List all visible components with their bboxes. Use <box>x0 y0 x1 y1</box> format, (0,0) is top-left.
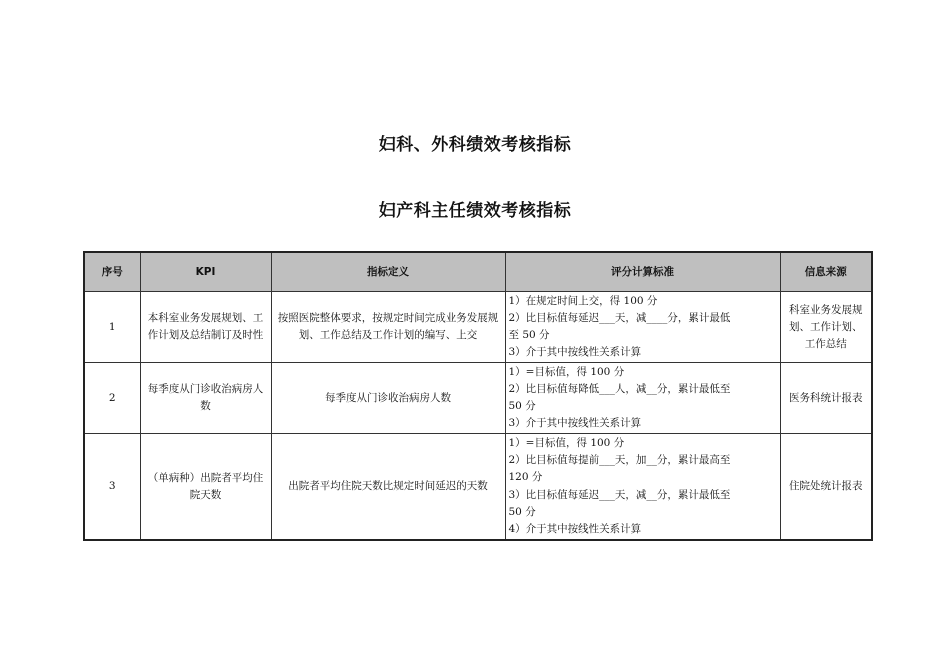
header-source: 信息来源 <box>780 252 872 292</box>
header-index: 序号 <box>84 252 140 292</box>
table-header-row <box>84 252 872 292</box>
criteria-line: 至 50 分 <box>508 329 550 341</box>
criteria-line: 2）比目标值每延迟___天，减____分，累计最低 <box>508 311 731 324</box>
cell-index: 3 <box>84 434 140 541</box>
criteria-line: 3）介于其中按线性关系计算 <box>508 417 642 430</box>
criteria-line: 1）在规定时间上交，得 100 分 <box>508 294 658 307</box>
criteria-line: 4）介于其中按线性关系计算 <box>508 522 642 535</box>
kpi-table <box>83 251 873 541</box>
cell-source: 医务科统计报表 <box>780 363 872 434</box>
cell-kpi: 每季度从门诊收治病房人数 <box>140 363 271 434</box>
cell-source: 住院处统计报表 <box>780 434 872 541</box>
table-row <box>84 434 872 541</box>
cell-definition: 出院者平均住院天数比规定时间延迟的天数 <box>271 434 505 541</box>
criteria-line: 2）比目标值每降低___人，减__分，累计最低至 <box>508 382 731 395</box>
criteria-line: 2）比目标值每提前___天，加__分，累计最高至 <box>508 454 731 467</box>
cell-definition: 每季度从门诊收治病房人数 <box>271 363 505 434</box>
criteria-line: 3）比目标值每延迟___天，减__分，累计最低至 <box>508 488 731 501</box>
cell-kpi: （单病种）出院者平均住院天数 <box>140 434 271 541</box>
cell-kpi: 本科室业务发展规划、工作计划及总结制订及时性 <box>140 292 271 363</box>
criteria-line: 50 分 <box>508 505 536 518</box>
criteria-line: 1）=目标值，得 100 分 <box>508 365 625 378</box>
cell-source: 科室业务发展规划、工作计划、工作总结 <box>780 292 872 363</box>
criteria-line: 120 分 <box>508 471 543 484</box>
cell-index: 2 <box>84 363 140 434</box>
cell-index: 1 <box>84 292 140 363</box>
cell-criteria <box>505 434 780 541</box>
table-row <box>84 292 872 363</box>
header-criteria: 评分计算标准 <box>505 252 780 292</box>
table-row <box>84 363 872 434</box>
document-subtitle: 妇产科主任绩效考核指标 <box>378 201 572 221</box>
criteria-line: 3）介于其中按线性关系计算 <box>508 346 642 359</box>
header-kpi: KPI <box>140 252 271 292</box>
criteria-line: 1）=目标值，得 100 分 <box>508 436 625 449</box>
cell-criteria <box>505 292 780 363</box>
document-title: 妇科、外科绩效考核指标 <box>378 135 572 155</box>
cell-definition: 按照医院整体要求，按规定时间完成业务发展规划、工作总结及工作计划的编写、上交 <box>271 292 505 363</box>
cell-criteria <box>505 363 780 434</box>
header-definition: 指标定义 <box>271 252 505 292</box>
criteria-line: 50 分 <box>508 400 536 412</box>
